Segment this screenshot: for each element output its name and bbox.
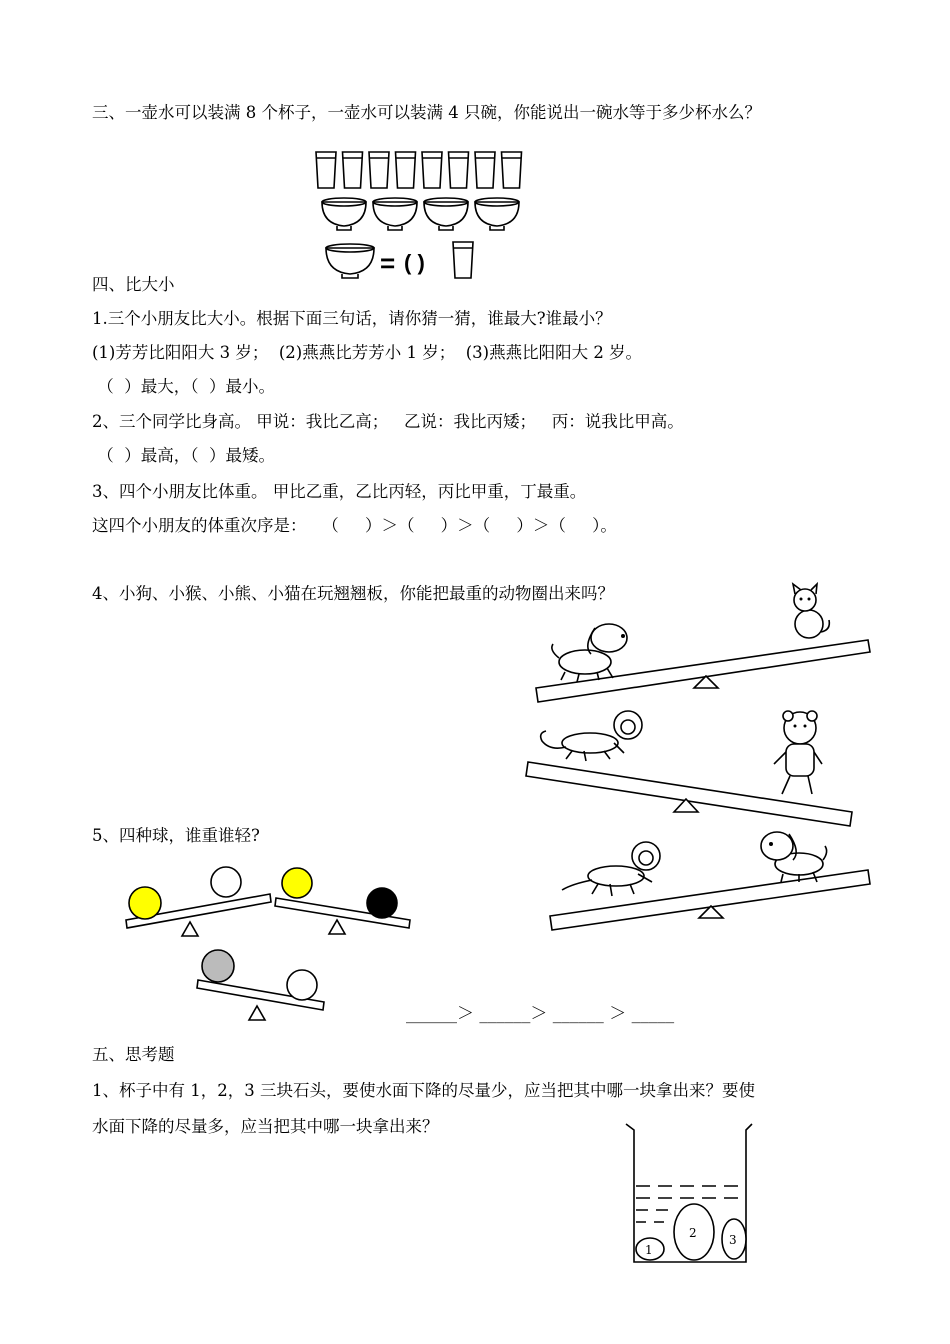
equals-sign: =: [380, 248, 396, 278]
question-4-2: 2、三个同学比身高。 甲说：我比乙高； 乙说：我比丙矮； 丙：说我比甲高。: [92, 412, 684, 431]
question-4-5-answer: ______＞ ______＞ ______ ＞ _____: [406, 1004, 675, 1024]
section-4-title: 四、比大小: [92, 275, 175, 294]
question-4-3: 3、四个小朋友比体重。 甲比乙重，乙比丙轻，丙比甲重，丁最重。: [92, 482, 587, 501]
question-4-2-answer: （ ）最高，（ ）最矮。: [92, 446, 275, 465]
answer-blank: ( ): [404, 250, 425, 275]
stone-label-1: 1: [645, 1243, 653, 1257]
question-3: 三、一壶水可以装满 8 个杯子，一壶水可以装满 4 只碗，你能说出一碗水等于多少杯水么？: [92, 103, 761, 122]
question-4-1-clues: (1)芳芳比阳阳大 3 岁； (2)燕燕比芳芳小 1 岁； (3)燕燕比阳阳大 2 岁。: [92, 343, 643, 362]
section-5-title: 五、思考题: [92, 1045, 175, 1064]
question-4-3-answer: 这四个小朋友的体重次序是： （ ）＞（ ）＞（ ）＞（ ）。: [92, 516, 617, 535]
question-5-1-line2: 水面下降的尽量多，应当把其中哪一块拿出来？: [92, 1117, 439, 1136]
question-4-1: 1.三个小朋友比大小。根据下面三句话，请你猜一猜，谁最大?谁最小？: [92, 309, 612, 328]
question-4-5: 5、四种球，谁重谁轻?: [92, 826, 260, 845]
stone-label-3: 3: [729, 1233, 737, 1247]
question-4-4: 4、小狗、小猴、小熊、小猫在玩翘翘板，你能把最重的动物圈出来吗？: [92, 584, 614, 603]
stone-label-2: 2: [689, 1226, 697, 1240]
question-5-1-line1: 1、杯子中有 1，2，3 三块石头，要使水面下降的尽量少，应当把其中哪一块拿出来？要使: [92, 1081, 755, 1100]
question-4-1-answer: （ ）最大，（ ）最小。: [92, 377, 275, 396]
